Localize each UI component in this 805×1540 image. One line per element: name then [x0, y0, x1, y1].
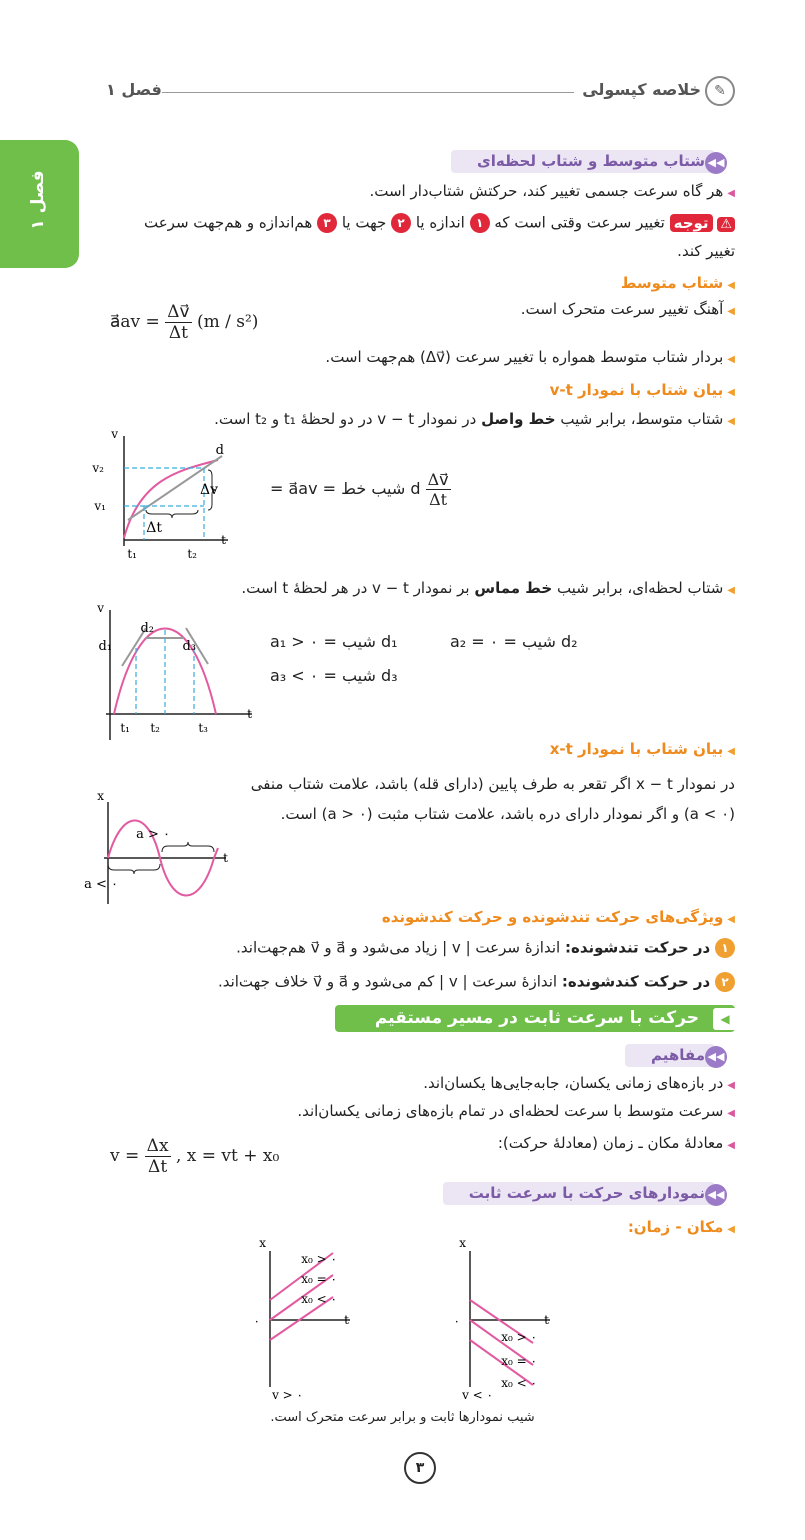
- label-x0-pos: x₀ > ۰: [501, 1330, 537, 1344]
- cv-bullet1: [423, 1074, 735, 1092]
- xt-concavity-graph: [84, 788, 240, 908]
- text: ویژگی‌های حرکت تندشونده و حرکت کندشونده: [381, 908, 724, 926]
- heading-vt: [550, 381, 735, 399]
- text: بر نمودار v − t در هر لحظهٔ t است.: [241, 579, 470, 597]
- label-v-neg: v < ۰: [462, 1388, 493, 1402]
- page-number: ۳: [404, 1452, 436, 1484]
- bullet-icon: ◀: [727, 416, 735, 427]
- den: Δt: [168, 323, 188, 343]
- heading-avg-instant-accel: [451, 150, 725, 173]
- heading-text: مفاهیم: [650, 1046, 705, 1064]
- label-t: t: [247, 707, 252, 721]
- label-aneg: a < ۰: [84, 877, 118, 892]
- lhs: a⃗av =: [110, 312, 160, 332]
- label-v: v: [97, 601, 104, 615]
- heading-concepts: [625, 1044, 725, 1067]
- text: بیان شتاب با نمودار x-t: [549, 740, 724, 758]
- den: Δt: [148, 1157, 168, 1177]
- label-x0-zero: x₀ = ۰: [501, 1354, 537, 1368]
- text: در بازه‌های زمانی یکسان، جابه‌جایی‌ها یکسان‌اند.: [423, 1074, 724, 1092]
- bullet-icon: ◀: [727, 387, 735, 398]
- label-t1: t₁: [120, 721, 130, 735]
- eq-d1: d₁ شیب = a₁ > ۰: [270, 632, 398, 651]
- text: هم‌اندازه و هم‌جهت سرعت: [144, 213, 313, 232]
- label-dt: Δt: [146, 520, 162, 536]
- avg-accel-formula: [110, 302, 258, 343]
- text: بیان شتاب با نمودار v-t: [549, 381, 724, 399]
- unit: (m / s²): [196, 312, 259, 332]
- xt-para2: (a < ۰) و اگر نمودار دارای دره باشد، علامت شتاب مثبت (a > ۰) است.: [280, 805, 735, 823]
- fraction: [145, 1136, 171, 1177]
- bullet-icon: ◀: [727, 188, 735, 199]
- bullet-icon: ◀: [727, 1080, 735, 1091]
- text: شتاب لحظه‌ای، برابر شیب: [556, 579, 724, 597]
- fraction: [426, 470, 451, 509]
- label-d1: d₁: [98, 639, 112, 654]
- slowing-item: [218, 972, 735, 992]
- text: آهنگ تغییر سرعت متحرک است.: [520, 300, 724, 318]
- text: شتاب متوسط: [620, 274, 724, 292]
- label-apos: a > ۰: [136, 827, 170, 842]
- label-t: t: [223, 851, 228, 865]
- vt-bullet2: [241, 579, 735, 597]
- eq-d2: d₂ شیب = a₂ = ۰: [450, 632, 578, 651]
- label-t2: t₂: [150, 721, 160, 735]
- text: جهت یا: [341, 213, 387, 232]
- label-t3: t₃: [198, 721, 208, 735]
- chapter-label: فصل ۱: [106, 80, 162, 99]
- note-line2: تغییر کند.: [677, 242, 735, 260]
- bullet-icon: ◀: [727, 585, 735, 596]
- s1-bullet1: [369, 182, 735, 200]
- bullet-icon: ◀: [727, 746, 735, 757]
- label-x: x: [97, 789, 104, 803]
- label-t: t: [544, 1313, 549, 1327]
- lhs: d شیب خط = a⃗av =: [270, 479, 421, 498]
- label-x0-pos: x₀ > ۰: [301, 1252, 337, 1266]
- bullet-icon: ◀: [727, 1224, 735, 1235]
- heading-xt: [550, 740, 735, 758]
- vt-secant-equation: [270, 470, 451, 509]
- vt-tangent-graph: [97, 600, 270, 745]
- header: [0, 70, 805, 110]
- avg-bullet1: [521, 300, 735, 318]
- label-origin: ۰: [453, 1314, 460, 1328]
- lhs: v =: [110, 1146, 140, 1166]
- chevron-left-icon: ◀◀: [705, 1046, 727, 1068]
- label-x0-neg: x₀ < ۰: [301, 1292, 337, 1306]
- vt-bullet1: [214, 410, 735, 428]
- header-rule: [162, 92, 574, 93]
- fraction: [165, 302, 191, 343]
- bullet-icon: ◀: [727, 1140, 735, 1151]
- xt-negative-velocity-graph: [455, 1235, 595, 1405]
- text: بردار شتاب متوسط همواره با تغییر سرعت (Δv⃗) هم‌جهت است.: [325, 348, 724, 366]
- badge-2: ۲: [715, 972, 735, 992]
- text: مکان - زمان:: [627, 1218, 724, 1236]
- label-t: t: [221, 533, 226, 547]
- brace-dt: [146, 510, 198, 518]
- vt-secant-graph: [92, 427, 250, 568]
- label-v1: v₁: [94, 499, 106, 513]
- text: شتاب متوسط، برابر شیب: [560, 410, 724, 428]
- den: Δt: [429, 490, 448, 509]
- label-d3: d₃: [182, 639, 196, 654]
- num: Δv⃗: [167, 302, 190, 322]
- text: در نمودار v − t در دو لحظهٔ t₁ و t₂ است.: [214, 410, 477, 428]
- cv-bullet3: [498, 1134, 735, 1152]
- heading-avg-accel: [621, 274, 735, 292]
- motion-equation: [110, 1136, 279, 1177]
- xt-positive-velocity-graph: [255, 1235, 395, 1405]
- text: سرعت متوسط با سرعت لحظه‌ای در تمام بازه‌های زمانی یکسان‌اند.: [297, 1102, 724, 1120]
- speeding-item: [236, 938, 735, 958]
- bullet-icon: ◀: [727, 354, 735, 365]
- avg-bullet2: [325, 348, 735, 366]
- num: Δx: [146, 1136, 169, 1156]
- text: اندازه یا: [415, 213, 465, 232]
- section-title: خلاصه کپسولی: [582, 80, 701, 99]
- badge-1: ۱: [470, 213, 490, 233]
- chevron-left-icon: ◀◀: [705, 1184, 727, 1206]
- label-v2: v₂: [92, 461, 104, 475]
- heading-text: شتاب متوسط و شتاب لحظه‌ای: [476, 152, 705, 170]
- text: اندازهٔ سرعت | v | کم می‌شود و a⃗ و v⃗ خلاف جهت‌اند.: [217, 972, 558, 991]
- label-v: v: [111, 427, 118, 441]
- graphs-caption: شیب نمودارها ثابت و برابر سرعت متحرک است.: [270, 1410, 535, 1425]
- text-bold: خط مماس: [474, 579, 553, 597]
- label-x0-neg: x₀ < ۰: [501, 1376, 537, 1390]
- text: معادلهٔ مکان ـ زمان (معادلهٔ حرکت):: [497, 1134, 724, 1152]
- text: تغییر سرعت وقتی است که: [494, 213, 665, 232]
- label-d2: d₂: [140, 621, 154, 636]
- heading-text: نمودارهای حرکت با سرعت ثابت: [468, 1184, 705, 1202]
- xt-para1: در نمودار x − t اگر تقعر به طرف پایین (دارای قله) باشد، علامت شتاب منفی: [250, 775, 735, 793]
- label-x0-zero: x₀ = ۰: [301, 1272, 337, 1286]
- label-dv: Δv: [199, 482, 218, 498]
- chevron-left-icon: ◀◀: [705, 152, 727, 174]
- cv-bullet2: [297, 1102, 735, 1120]
- bullet-icon: ◀: [727, 306, 735, 317]
- brace-aneg: [108, 864, 160, 874]
- text-bold: در حرکت تندشونده:: [564, 938, 711, 957]
- play-icon: ◀: [713, 1008, 737, 1030]
- label-t2: t₂: [187, 547, 197, 561]
- heading-position-time: [628, 1218, 735, 1236]
- brace-apos: [162, 842, 214, 852]
- banner-constant-velocity: [335, 1005, 735, 1032]
- heading-speed-change: [382, 908, 735, 926]
- rest: , x = vt + x₀: [175, 1146, 280, 1166]
- warning-icon: ⚠: [717, 217, 735, 232]
- text-bold: در حرکت کندشونده:: [561, 972, 711, 991]
- chapter-side-tab-label: فصل ۱: [28, 170, 48, 230]
- pencil-icon: ✎: [705, 76, 735, 106]
- bullet-icon: ◀: [727, 1108, 735, 1119]
- heading-cv-graphs: [443, 1182, 725, 1205]
- text: هر گاه سرعت جسمی تغییر کند، حرکتش شتاب‌دار است.: [369, 182, 724, 200]
- text: حرکت با سرعت ثابت در مسیر مستقیم: [374, 1008, 699, 1028]
- label-t1: t₁: [127, 547, 137, 561]
- bullet-icon: ◀: [727, 280, 735, 291]
- label-v-pos: v > ۰: [272, 1388, 303, 1402]
- badge-3: ۳: [317, 213, 337, 233]
- badge-2: ۲: [391, 213, 411, 233]
- num: Δv⃗: [427, 470, 449, 489]
- eq-d3: d₃ شیب = a₃ < ۰: [270, 666, 398, 685]
- note-label: توجه: [670, 214, 713, 232]
- badge-1: ۱: [715, 938, 735, 958]
- text: اندازهٔ سرعت | v | زیاد می‌شود و a⃗ و v⃗ هم‌جهت‌اند.: [236, 938, 561, 957]
- label-origin: ۰: [253, 1314, 260, 1328]
- chapter-side-tab[interactable]: [0, 140, 79, 268]
- label-x: x: [459, 1236, 466, 1250]
- label-x: x: [259, 1236, 266, 1250]
- note-line: [144, 213, 735, 233]
- label-t: t: [344, 1313, 349, 1327]
- text-bold: خط واصل: [481, 410, 556, 428]
- bullet-icon: ◀: [727, 914, 735, 925]
- label-d: d: [215, 443, 224, 458]
